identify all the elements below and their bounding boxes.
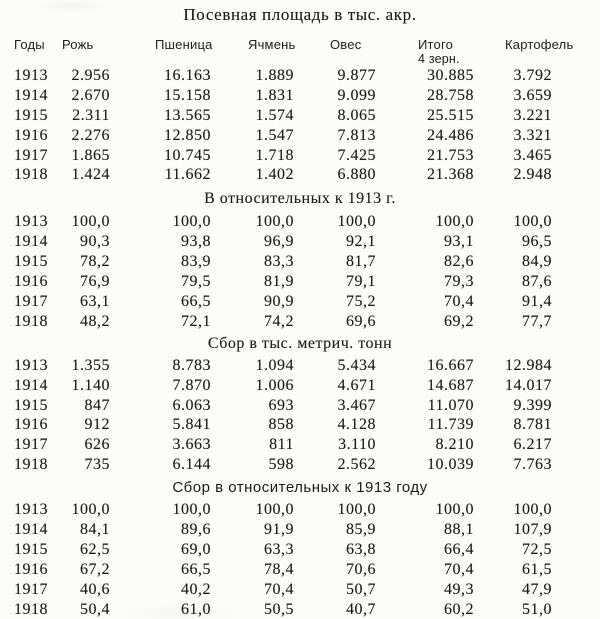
year-cell: 1917 <box>14 293 48 311</box>
value-cell: 69,2 <box>444 312 474 330</box>
value-cell: 11.739 <box>427 416 474 434</box>
value-cell: 49,3 <box>444 580 474 598</box>
year-cell: 1918 <box>14 456 48 474</box>
value-cell: 8.781 <box>513 416 552 434</box>
value-cell: 25.515 <box>427 106 474 124</box>
value-cell: 598 <box>268 456 294 474</box>
value-cell: 735 <box>84 456 110 474</box>
value-cell: 693 <box>268 396 294 414</box>
value-cell: 2.276 <box>71 126 110 144</box>
value-cell: 7.870 <box>172 376 211 394</box>
value-cell: 77,7 <box>522 312 552 330</box>
year-cell: 1915 <box>14 540 48 558</box>
table-row <box>0 396 554 416</box>
value-cell: 84,1 <box>80 521 110 539</box>
value-cell: 3.110 <box>338 436 376 454</box>
section-title-relative-harvest: Сбор в относительных к 1913 году <box>172 479 428 497</box>
table-row <box>0 272 554 292</box>
year-cell: 1918 <box>14 166 48 184</box>
table-row <box>0 540 554 560</box>
value-cell: 1.006 <box>255 376 294 394</box>
table-row <box>0 66 554 86</box>
value-cell: 78,2 <box>80 253 110 271</box>
table-row <box>0 292 554 312</box>
col-header-rye: Рожь <box>62 37 94 52</box>
value-cell: 1.718 <box>255 146 294 164</box>
value-cell: 7.763 <box>513 456 552 474</box>
value-cell: 91,9 <box>264 521 294 539</box>
year-cell: 1915 <box>14 396 48 414</box>
value-cell: 66,5 <box>181 293 211 311</box>
col-subheader-4-grains: 4 зерн. <box>418 52 460 66</box>
sown-area-table <box>0 24 574 185</box>
value-cell: 847 <box>84 396 110 414</box>
value-cell: 4.128 <box>337 416 376 434</box>
table-row <box>0 165 554 185</box>
value-cell: 7.425 <box>337 146 376 164</box>
value-cell: 93,8 <box>181 233 211 251</box>
value-cell: 61,5 <box>522 560 552 578</box>
table-header <box>0 24 574 66</box>
year-cell: 1913 <box>14 356 48 374</box>
table-row <box>0 580 554 600</box>
value-cell: 8.065 <box>337 106 376 124</box>
sown-area-table-body <box>0 66 554 185</box>
value-cell: 5.841 <box>172 416 211 434</box>
col-header-wheat: Пшеница <box>155 37 213 52</box>
value-cell: 40,6 <box>80 580 110 598</box>
col-header-years: Годы <box>14 37 45 52</box>
value-cell: 13.565 <box>164 106 211 124</box>
value-cell: 12.984 <box>505 356 552 374</box>
value-cell: 47,9 <box>522 580 552 598</box>
year-cell: 1917 <box>14 436 48 454</box>
value-cell: 12.850 <box>164 126 211 144</box>
relative-area-table <box>0 213 554 332</box>
value-cell: 74,2 <box>264 312 294 330</box>
table-row <box>0 455 554 475</box>
value-cell: 9.877 <box>337 66 376 84</box>
value-cell: 66,4 <box>444 540 474 558</box>
value-cell: 3.221 <box>513 106 552 124</box>
year-cell: 1915 <box>14 253 48 271</box>
year-cell: 1913 <box>14 213 48 231</box>
value-cell: 81,7 <box>346 253 376 271</box>
value-cell: 8.783 <box>172 356 211 374</box>
year-cell: 1916 <box>14 416 48 434</box>
value-cell: 66,5 <box>181 560 211 578</box>
value-cell: 626 <box>84 436 110 454</box>
value-cell: 2.956 <box>71 66 110 84</box>
relative-area-table-body <box>0 213 554 332</box>
value-cell: 63,3 <box>264 540 294 558</box>
value-cell: 70,4 <box>444 293 474 311</box>
value-cell: 21.368 <box>427 166 474 184</box>
value-cell: 50,5 <box>264 600 294 618</box>
value-cell: 100,0 <box>337 213 376 231</box>
value-cell: 90,3 <box>80 233 110 251</box>
year-cell: 1918 <box>14 600 48 618</box>
year-cell: 1914 <box>14 233 48 251</box>
value-cell: 6.144 <box>172 456 211 474</box>
value-cell: 88,1 <box>444 521 474 539</box>
value-cell: 87,6 <box>522 273 552 291</box>
value-cell: 21.753 <box>427 146 474 164</box>
value-cell: 3.663 <box>172 436 211 454</box>
value-cell: 1.574 <box>255 106 294 124</box>
table-row <box>0 86 554 106</box>
value-cell: 72,1 <box>181 312 211 330</box>
value-cell: 40,7 <box>346 600 376 618</box>
value-cell: 70,4 <box>444 560 474 578</box>
value-cell: 84,9 <box>522 253 552 271</box>
value-cell: 9.399 <box>513 396 552 414</box>
year-cell: 1916 <box>14 273 48 291</box>
value-cell: 96,9 <box>264 233 294 251</box>
value-cell: 1.424 <box>71 166 110 184</box>
table-row <box>0 376 554 396</box>
year-cell: 1914 <box>14 86 48 104</box>
value-cell: 3.465 <box>513 146 552 164</box>
value-cell: 28.758 <box>427 86 474 104</box>
value-cell: 72,5 <box>522 540 552 558</box>
value-cell: 92,1 <box>346 233 376 251</box>
table-row <box>0 252 554 272</box>
value-cell: 100,0 <box>172 501 211 519</box>
value-cell: 3.321 <box>513 126 552 144</box>
value-cell: 63,1 <box>80 293 110 311</box>
year-cell: 1915 <box>14 106 48 124</box>
harvest-table-body <box>0 356 554 475</box>
value-cell: 79,1 <box>346 273 376 291</box>
value-cell: 82,6 <box>444 253 474 271</box>
value-cell: 1.889 <box>255 66 294 84</box>
year-cell: 1913 <box>14 66 48 84</box>
year-cell: 1917 <box>14 146 48 164</box>
value-cell: 1.094 <box>255 356 294 374</box>
value-cell: 79,3 <box>444 273 474 291</box>
table-row <box>0 232 554 252</box>
value-cell: 14.687 <box>427 376 474 394</box>
value-cell: 9.099 <box>337 86 376 104</box>
value-cell: 15.158 <box>164 86 211 104</box>
value-cell: 81,9 <box>264 273 294 291</box>
value-cell: 100,0 <box>337 501 376 519</box>
value-cell: 3.792 <box>513 66 552 84</box>
value-cell: 8.210 <box>435 436 474 454</box>
value-cell: 1.140 <box>71 376 110 394</box>
value-cell: 76,9 <box>80 273 110 291</box>
table-row <box>0 213 554 233</box>
value-cell: 10.745 <box>164 146 211 164</box>
value-cell: 11.070 <box>427 396 474 414</box>
value-cell: 67,2 <box>80 560 110 578</box>
table-row <box>0 560 554 580</box>
value-cell: 40,2 <box>181 580 211 598</box>
year-cell: 1918 <box>14 312 48 330</box>
value-cell: 89,6 <box>181 521 211 539</box>
relative-harvest-table-body <box>0 500 554 619</box>
value-cell: 100,0 <box>513 213 552 231</box>
value-cell: 14.017 <box>505 376 552 394</box>
value-cell: 93,1 <box>444 233 474 251</box>
table-row <box>0 312 554 332</box>
value-cell: 75,2 <box>346 293 376 311</box>
value-cell: 11.662 <box>164 166 211 184</box>
value-cell: 79,5 <box>181 273 211 291</box>
table-row <box>0 356 554 376</box>
value-cell: 50,4 <box>80 600 110 618</box>
year-cell: 1916 <box>14 126 48 144</box>
value-cell: 100,0 <box>435 213 474 231</box>
year-cell: 1914 <box>14 376 48 394</box>
value-cell: 7.813 <box>337 126 376 144</box>
value-cell: 69,0 <box>181 540 211 558</box>
value-cell: 51,0 <box>522 600 552 618</box>
value-cell: 858 <box>268 416 294 434</box>
value-cell: 62,5 <box>80 540 110 558</box>
value-cell: 3.659 <box>513 86 552 104</box>
value-cell: 2.948 <box>513 166 552 184</box>
value-cell: 100,0 <box>435 501 474 519</box>
year-cell: 1916 <box>14 560 48 578</box>
value-cell: 78,4 <box>264 560 294 578</box>
value-cell: 50,7 <box>346 580 376 598</box>
value-cell: 912 <box>84 416 110 434</box>
table-row <box>0 146 554 166</box>
value-cell: 100,0 <box>71 501 110 519</box>
value-cell: 6.880 <box>337 166 376 184</box>
value-cell: 16.163 <box>164 66 211 84</box>
value-cell: 48,2 <box>80 312 110 330</box>
value-cell: 107,9 <box>513 521 552 539</box>
col-header-barley: Ячмень <box>248 37 296 52</box>
table-row <box>0 500 554 520</box>
value-cell: 1.355 <box>71 356 110 374</box>
value-cell: 70,6 <box>346 560 376 578</box>
value-cell: 10.039 <box>427 456 474 474</box>
value-cell: 16.667 <box>427 356 474 374</box>
value-cell: 2.311 <box>72 106 110 124</box>
section-title-harvest: Сбор в тыс. метрич. тонн <box>207 334 393 352</box>
value-cell: 2.562 <box>337 456 376 474</box>
value-cell: 83,3 <box>264 253 294 271</box>
value-cell: 811 <box>269 436 294 454</box>
value-cell: 83,9 <box>181 253 211 271</box>
page-title: Посевная площадь в тыс. акр. <box>183 5 417 24</box>
relative-harvest-table <box>0 500 554 619</box>
value-cell: 1.547 <box>255 126 294 144</box>
value-cell: 100,0 <box>172 213 211 231</box>
value-cell: 61,0 <box>181 600 211 618</box>
table-row <box>0 435 554 455</box>
value-cell: 91,4 <box>522 293 552 311</box>
col-header-total <box>378 24 476 66</box>
table-row <box>0 520 554 540</box>
col-header-oats: Овес <box>330 37 362 52</box>
table-row <box>0 126 554 146</box>
value-cell: 63,8 <box>346 540 376 558</box>
value-cell: 69,6 <box>346 312 376 330</box>
value-cell: 5.434 <box>337 356 376 374</box>
col-header-total-label: Итого <box>418 37 454 52</box>
value-cell: 100,0 <box>71 213 110 231</box>
value-cell: 90,9 <box>264 293 294 311</box>
value-cell: 1.402 <box>255 166 294 184</box>
value-cell: 85,9 <box>346 521 376 539</box>
value-cell: 100,0 <box>255 213 294 231</box>
value-cell: 6.217 <box>513 436 552 454</box>
value-cell: 2.670 <box>71 86 110 104</box>
value-cell: 60,2 <box>444 600 474 618</box>
harvest-table <box>0 356 554 475</box>
value-cell: 1.865 <box>71 146 110 164</box>
table-row <box>0 600 554 619</box>
section-title-relative-area: В относительных к 1913 г. <box>204 190 396 208</box>
value-cell: 6.063 <box>172 396 211 414</box>
value-cell: 100,0 <box>255 501 294 519</box>
value-cell: 4.671 <box>337 376 376 394</box>
value-cell: 96,5 <box>522 233 552 251</box>
year-cell: 1913 <box>14 501 48 519</box>
value-cell: 24.486 <box>427 126 474 144</box>
value-cell: 1.831 <box>255 86 294 104</box>
value-cell: 30.885 <box>427 66 474 84</box>
table-row <box>0 416 554 436</box>
value-cell: 3.467 <box>337 396 376 414</box>
col-header-potato: Картофель <box>505 37 574 52</box>
year-cell: 1917 <box>14 580 48 598</box>
header-row <box>0 24 554 66</box>
table-row <box>0 106 554 126</box>
value-cell: 70,4 <box>264 580 294 598</box>
value-cell: 100,0 <box>513 501 552 519</box>
year-cell: 1914 <box>14 521 48 539</box>
